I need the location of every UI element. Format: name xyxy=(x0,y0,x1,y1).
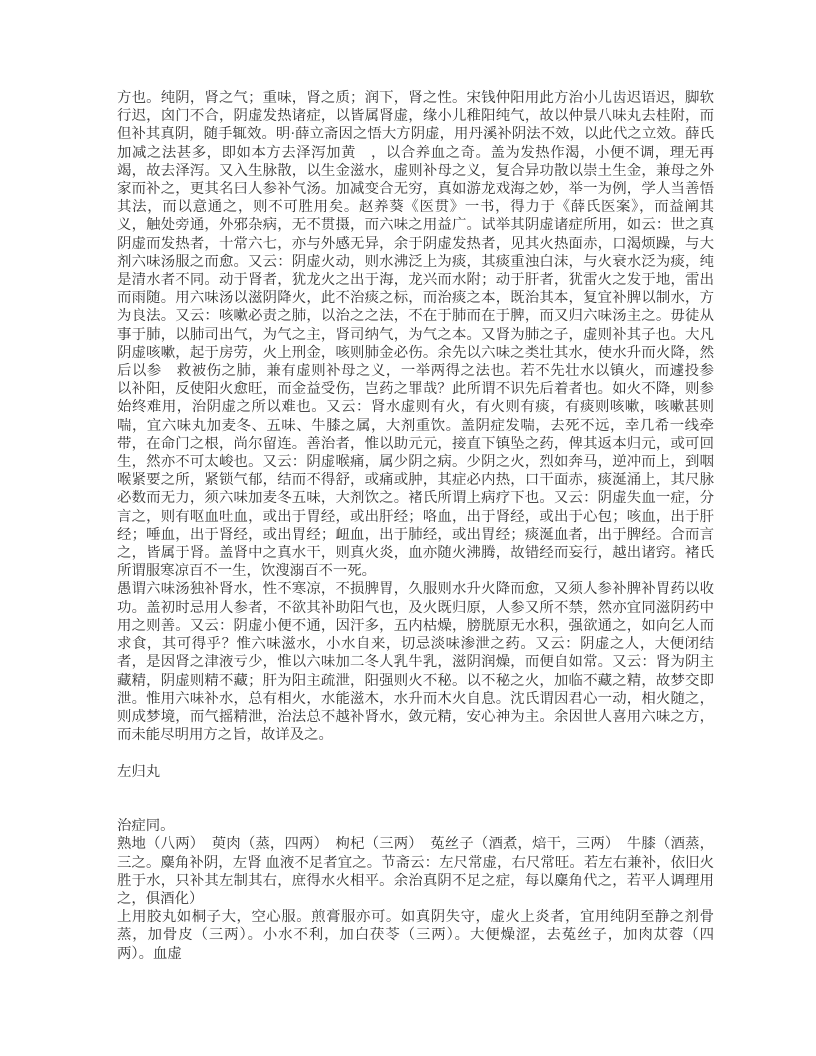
usage-paragraph: 上用胶丸如桐子大，空心服。煎膏服亦可。如真阴失守，虚火上炎者，宜用纯阴至静之剂骨蒸，加骨皮（三两）。小水不利，加白茯苓（三两）。大便燥涩，去菟丝子，加肉苁蓉（四两）。血虚 xyxy=(117,909,714,962)
commentary-paragraph-liuwei: 方也。纯阴，肾之气；重味，肾之质；润下，肾之性。宋钱仲阳用此方治小儿齿迟语迟，脚软行迟，囟门不合，阴虚发热诸症，以皆属肾虚，缘小儿稚阳纯气，故以仲景八味丸去桂附，而但补其真阴，随手辄效。明·薛立斋因之悟大方阴虚，用丹溪补阴法不效，以此代之立效。薛氏加减之法甚多，即如本方去泽泻加黄 ，以合养血之奇。盖为发热作渴，小便不调，理无再竭，故去泽泻。又入生脉散，以生金滋水，虚则补母之义，复合异功散以崇土生金，兼母之外家而补之，更其名曰人参补气汤。加减变合无穷，真如游龙戏海之妙，举一为例，学人当善悟其法，而以意通之，则不可胜用矣。赵养葵《医贯》一书，得力于《薛氏医案》，而益阐其义，触处旁通，外邪杂病，无不贯摄，而六味之用益广。试举其阴虚诸症所用，如云：世之真阴虚而发热者，十常六七，亦与外感无异，余于阴虚发热者，见其火热面赤，口渴烦躁，与大剂六味汤服之而愈。又云：阴虚火动，则水沸泛上为痰，其痰重浊白沫，与火衰水泛为痰，纯是清水者不同。动于肾者，犹龙火之出于海，龙兴而水附；动于肝者，犹雷火之发于地，雷出而雨随。用六味汤以滋阴降火，此不治痰之标，而治痰之本，既治其本，复宜补脾以制水，方为良法。又云：咳嗽必责之肺，以治之之法，不在于肺而在于脾，而又归六味汤主之。毋徒从事于肺，以肺司出气，为气之主，肾司纳气，为气之本。又肾为肺之子，虚则补其子也。大凡阴虚咳嗽，起于房劳，火上刑金，咳则肺金必伤。余先以六味之类壮其水，使水升而火降，然后以参 救被伤之肺，兼有虚则补母之义，一举两得之法也。若不先壮水以镇火，而遽投参 以补阳，反使阳火愈旺，而金益受伤，岂药之罪哉？此所谓不识先后着者也。如火不降，则参 始终难用，治阴虚之所以难也。又云：肾水虚则有火，有火则有痰，有痰则咳嗽，咳嗽甚则喘，宜六味丸加麦冬、五味、牛膝之属，大剂重饮。盖阴症发喘，去死不远，幸几希一线牵带，在命门之根，尚尔留连。善治者，惟以助元元，接直下镇坠之药，俾其返本归元，或可回生，然亦不可太峻也。又云：阴虚喉痛，属少阴之病。少阴之火，烈如奔马，逆冲而上，到咽喉紧要之所，紧锁气郁，结而不得舒，或痛或肿，其症必内热，口干面赤，痰涎涌上，其尺脉必数而无力，须六味加麦冬五味，大剂饮之。褚氏所谓上病疗下也。又云：阴虚失血一症，分言之，则有呕血吐血，或出于胃经，或出肝经；咯血，出于肾经，或出于心包；咳血，出于肝经；唾血，出于肾经，或出胃经；衄血，出于肺经，或出胃经；痰涎血者，出于脾经。合而言之，皆属于肾。盖肾中之真水干，则真火炎，血亦随火沸腾，故错经而妄行，越出诸窍。褚氏所谓服寒凉百不一生，饮溲溺百不一死。 xyxy=(117,90,729,580)
indication-line: 治症同。 xyxy=(117,818,175,835)
ingredients-paragraph: 熟地（八两） 萸肉（蒸，四两） 枸杞（三两） 菟丝子（酒煮，焙干，三两） 牛膝（酒蒸，三之。麋角补阴，左肾 血液不足者宜之。节斋云：左尺常虚，右尺常旺。若左右兼补，依旧火胜于水，只补其左制其右，庶得水火相平。余治真阴不足之症，每以麋角代之，若平人调理用之，俱酒化） xyxy=(117,836,714,907)
commentary-paragraph-author-note: 愚谓六味汤独补肾水，性不寒凉，不损脾胃，久服则水升火降而愈，又须人参补脾补胃药以收功。盖初时忌用人参者，不欲其补助阳气也，及火既归原，人参又所不禁，然亦宜同滋阴药中用之则善。又云：阴虚小便不通，因汗多，五内枯燥，膀胱原无水积，强欲通之，如向乞人而求食，其可得乎？惟六味滋水，小水自来，切忌淡味渗泄之药。又云：阴虚之人，大便闭结者，是因肾之津液亏少，惟以六味加二冬人乳牛乳，滋阴润燥，而便自如常。又云：肾为阴主藏精，阴虚则精不藏；肝为阳主疏泄，阳强则火不秘。以不秘之火，加临不藏之精，故梦交即泄。惟用六味补水，总有相火，水能滋木，水升而木火自息。沈氏谓因君心一动，相火随之，则成梦境，而气摇精泄，治法总不越补肾水，敛元精，安心神为主。余因世人喜用六味之方，而未能尽明用方之旨，故详及之。 xyxy=(117,581,714,744)
section-heading-zuogui-wan: 左归丸 xyxy=(117,763,161,780)
text-block xyxy=(117,89,729,963)
